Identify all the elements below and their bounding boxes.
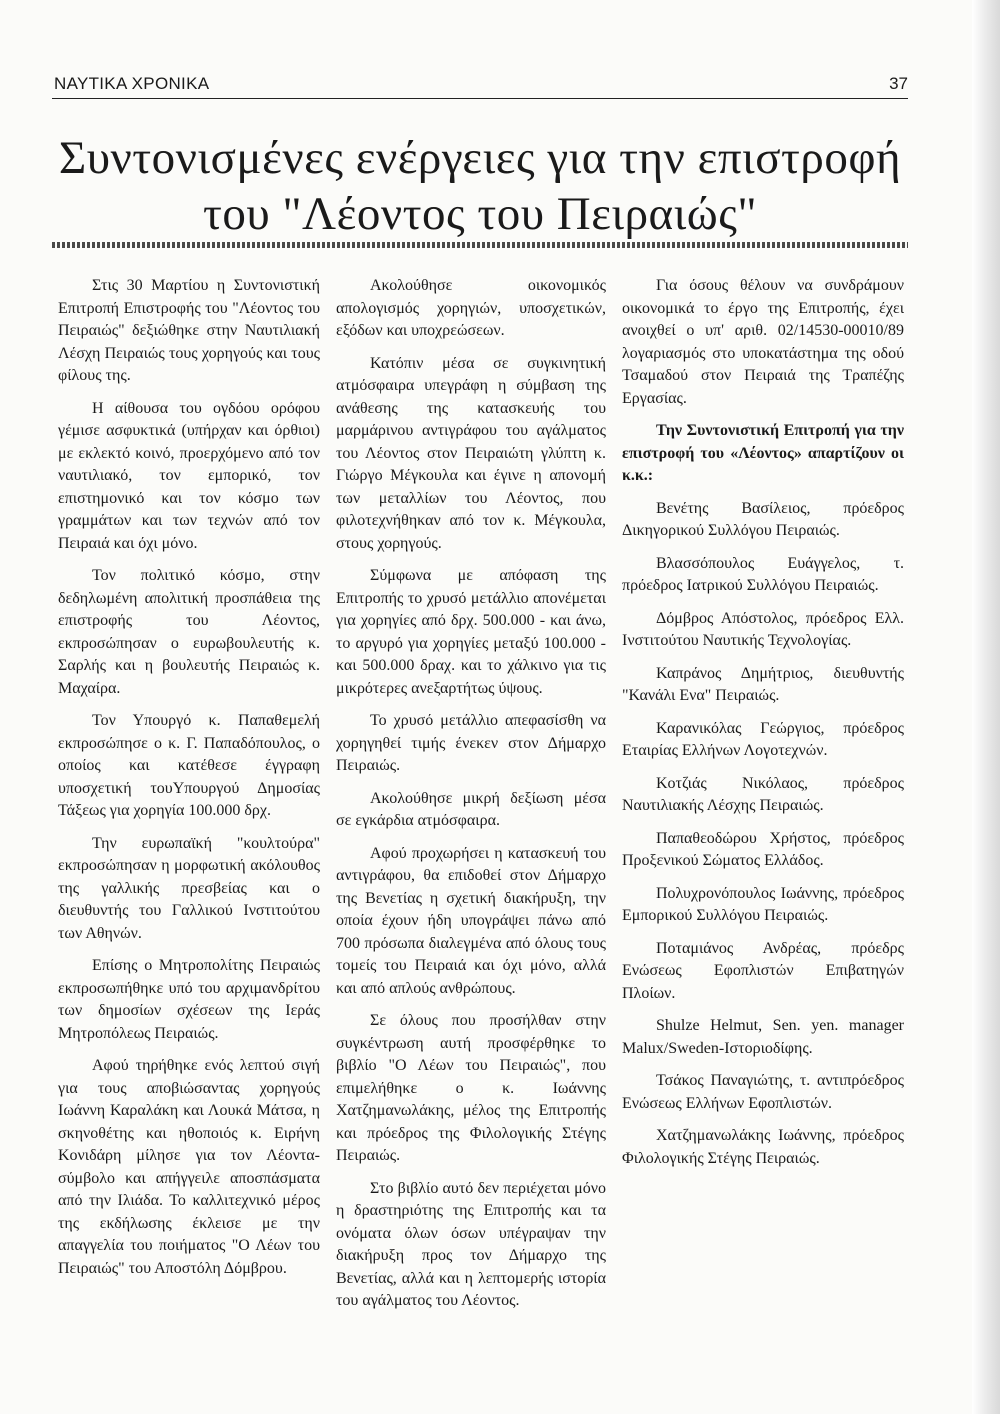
column-3 [622, 275, 904, 1180]
committee-member: Βενέτης Βασίλειος, πρόεδρος Δικηγορικού Συλλόγου Πειραιώς. [622, 499, 904, 539]
article-title-line-1: Συντονισμένες ενέργειες για την επιστροφή [58, 132, 902, 184]
column-2 [336, 275, 606, 1323]
magazine-name: ΝΑΥΤΙΚΑ ΧΡΟΝΙΚΑ [54, 74, 210, 93]
paragraph: Αφού τηρήθηκε ενός λεπτού σιγή για τους αποβιώσαντας χορηγούς Ιωάννη Καραλάκη και Λουκά Μάτσα, η σκηνοθέτης και ηθοποιός κ. Ειρήνη Κονιδάρη μίλησε για τον Λέοντα-σύμβολο και απήγγειλε αποσπάσματα από την Ιλιάδα. Το καλλιτεχνικό μέρος της εκδήλωσης έκλεισε με την απαγγελία του ποιήματος "Ο Λέων του Πειραιώς" του Αποστόλη Δόμβρου. [58, 1057, 320, 1277]
paragraph: Αφού προχωρήσει η κατασκευή του αντιγράφου, θα επιδοθεί στον Δήμαρχο της Βενετίας η σχετική διακήρυξη, την οποία έχουν ήδη υπογράψει πάνω από 700 πρόσωπα διαλεγμένα από όλους τους τομείς του Πειραιά και όχι μόνο, αλλά και από απλούς ανθρώπους. [336, 844, 606, 997]
committee-member: Τσάκος Παναγιώτης, τ. αντιπρόεδρος Ενώσεως Ελλήνων Εφοπλιστών. [622, 1072, 904, 1112]
article-title-line-2: του "Λέοντος του Πειραιώς" [202, 188, 758, 240]
paragraph: Ακολούθησε μικρή δεξίωση μέσα σε εγκάρδια ατμόσφαιρα. [336, 789, 606, 829]
paragraph: Κατόπιν μέσα σε συγκινητική ατμόσφαιρα υπεγράφη η σύμβαση της ανάθεσης της κατασκευής του μαρμάρινου αντιγράφου του αγάλματος του Λέοντος στον Πειραιώτη γλύπτη κ. Γιώργο Μέγκουλα και έγινε η απονομή των μεταλλίων του Λέοντος, που φιλοτεχνήθηκαν από τον κ. Μέγκουλα, στους χορηγούς. [336, 354, 606, 552]
paragraph: Τον πολιτικό κόσμο, στην δεδηλωμένη απολιτική προσπάθεια της επιστροφής του Λέοντος, εκπροσώπησαν ο ευρωβουλευτής κ. Σαρλής και η βουλευτής Πειραιώς κ. Μαχαίρα. [58, 567, 320, 697]
paragraph: Σε όλους που προσήλθαν στην συγκέντρωση αυτή προσφέρθηκε το βιβλίο "Ο Λέων του Πειραιώς", που επιμελήθηκε ο κ. Ιωάννης Χατζημανωλάκης, μέλος της Επιτροπής και πρόεδρος της Φιλολογικής Στέγης Πειραιώς. [336, 1012, 606, 1164]
paragraph: Επίσης ο Μητροπολίτης Πειραιώς εκπροσωπήθηκε υπό του αρχιμανδρίτου των δημοσίων σχέσεων της Ιεράς Μητροπόλεως Πειραιώς. [58, 957, 320, 1042]
committee-member: Πολυχρονόπουλος Ιωάννης, πρόεδρος Εμπορικού Συλλόγου Πειραιώς. [622, 884, 904, 924]
committee-member: Καρανικόλας Γεώργιος, πρόεδρος Εταιρίας Ελλήνων Λογοτεχνών. [622, 719, 904, 759]
paragraph: Σύμφωνα με απόφαση της Επιτροπής το χρυσό μετάλλιο απονέμεται για χορηγίες από δρχ. 500.000 - και άνω, το αργυρό για χορηγίες μεταξύ 100.000 - και 500.000 δραχ. και το χάλκινο για τις μικρότερες ανεξαρτήτως ύψους. [336, 567, 606, 697]
article-title [52, 130, 908, 242]
paragraph: Το χρυσό μετάλλιο απεφασίσθη να χορηγηθεί τιμής ένεκεν στον Δήμαρχο Πειραιώς. [336, 712, 606, 774]
page-edge-shadow [972, 0, 1000, 1414]
committee-member: Shulze Helmut, Sen. yen. manager Malux/Sweden-Ιστοριοδίφης. [622, 1017, 904, 1057]
paragraph: Στο βιβλίο αυτό δεν περιέχεται μόνο η δραστηριότης της Επιτροπής και τα ονόματα όλων όσων υπέγραψαν την διακήρυξη προς τον Δήμαρχο της Βενετίας, αλλά και η λεπτομερής ιστορία του αγάλματος του Λέοντος. [336, 1179, 606, 1309]
paragraph: Την ευρωπαϊκή "κουλτούρα" εκπροσώπησαν η μορφωτική ακόλουθος της γαλλικής πρεσβείας και ο διευθυντής του Γαλλικού Ινστιτούτου των Αθηνών. [58, 834, 320, 942]
bank-account-paragraph: Για όσους θέλουν να συνδράμουν οικονομικά το έργο της Επιτροπής, έχει ανοιχθεί ο υπ' αριθ. 02/14530-00010/89 λογαριασμός στο υποκατάστημα της οδού Τσαμαδού στον Πειραιά της Τραπέζης Εργασίας. [622, 277, 904, 407]
paragraph: Ακολούθησε οικονομικός απολογισμός χορηγιών, υποσχετικών, εξόδων και υποχρεώσεων. [336, 277, 606, 339]
paragraph: Η αίθουσα του ογδόου ορόφου γέμισε ασφυκτικά (υπήρχαν και όρθιοι) με εκλεκτό κοινό, προερχόμενο από τον ναυτιλιακό, τον εμπορικό, τον επιστημονικό και τον κόσμο των γραμμάτων και των τεχνών από τον Πειραιά και όχι μόνο. [58, 399, 320, 552]
committee-member: Βλασσόπουλος Ευάγγελος, τ. πρόεδρος Ιατρικού Συλλόγου Πειραιώς. [622, 554, 904, 594]
running-header [52, 72, 908, 99]
page-number: 37 [889, 74, 908, 93]
committee-member: Χατζημανωλάκης Ιωάννης, πρόεδρος Φιλολογικής Στέγης Πειραιώς. [622, 1127, 904, 1167]
committee-member: Καπράνος Δημήτριος, διευθυντής "Κανάλι Ενα" Πειραιώς. [622, 664, 904, 704]
dotted-title-rule [52, 242, 908, 248]
committee-member: Παπαθεοδώρου Χρήστος, πρόεδρος Προξενικού Σώματος Ελλάδος. [622, 829, 904, 869]
committee-member: Ποταμιάνος Ανδρέας, πρόεδρς Ενώσεως Εφοπλιστών Επιβατηγών Πλοίων. [622, 939, 904, 1002]
committee-heading: Την Συντονιστική Επιτροπή για την επιστροφή του «Λέοντος» απαρτίζουν οι κ.κ.: [622, 422, 904, 484]
paragraph: Τον Υπουργό κ. Παπαθεμελή εκπροσώπησε ο κ. Γ. Παπαδόπουλος, ο οποίος και κατέθεσε έγγραφη υποσχετική τουΥπουργού Δημοσίας Τάξεως για χορηγία 100.000 δρχ. [58, 712, 320, 819]
column-1 [58, 275, 320, 1290]
committee-member: Κοτζιάς Νικόλαος, πρόεδρος Ναυτιλιακής Λέσχης Πειραιώς. [622, 774, 904, 814]
committee-member: Δόμβρος Απόστολος, πρόεδρος Ελλ. Ινστιτούτου Ναυτικής Τεχνολογίας. [622, 609, 904, 649]
paragraph: Στις 30 Μαρτίου η Συντονιστική Επιτροπή Επιστροφής του "Λέοντος του Πειραιώς" δεξιώθηκε στην Ναυτιλιακή Λέσχη Πειραιώς τους χορηγούς και τους φίλους της. [58, 277, 320, 384]
